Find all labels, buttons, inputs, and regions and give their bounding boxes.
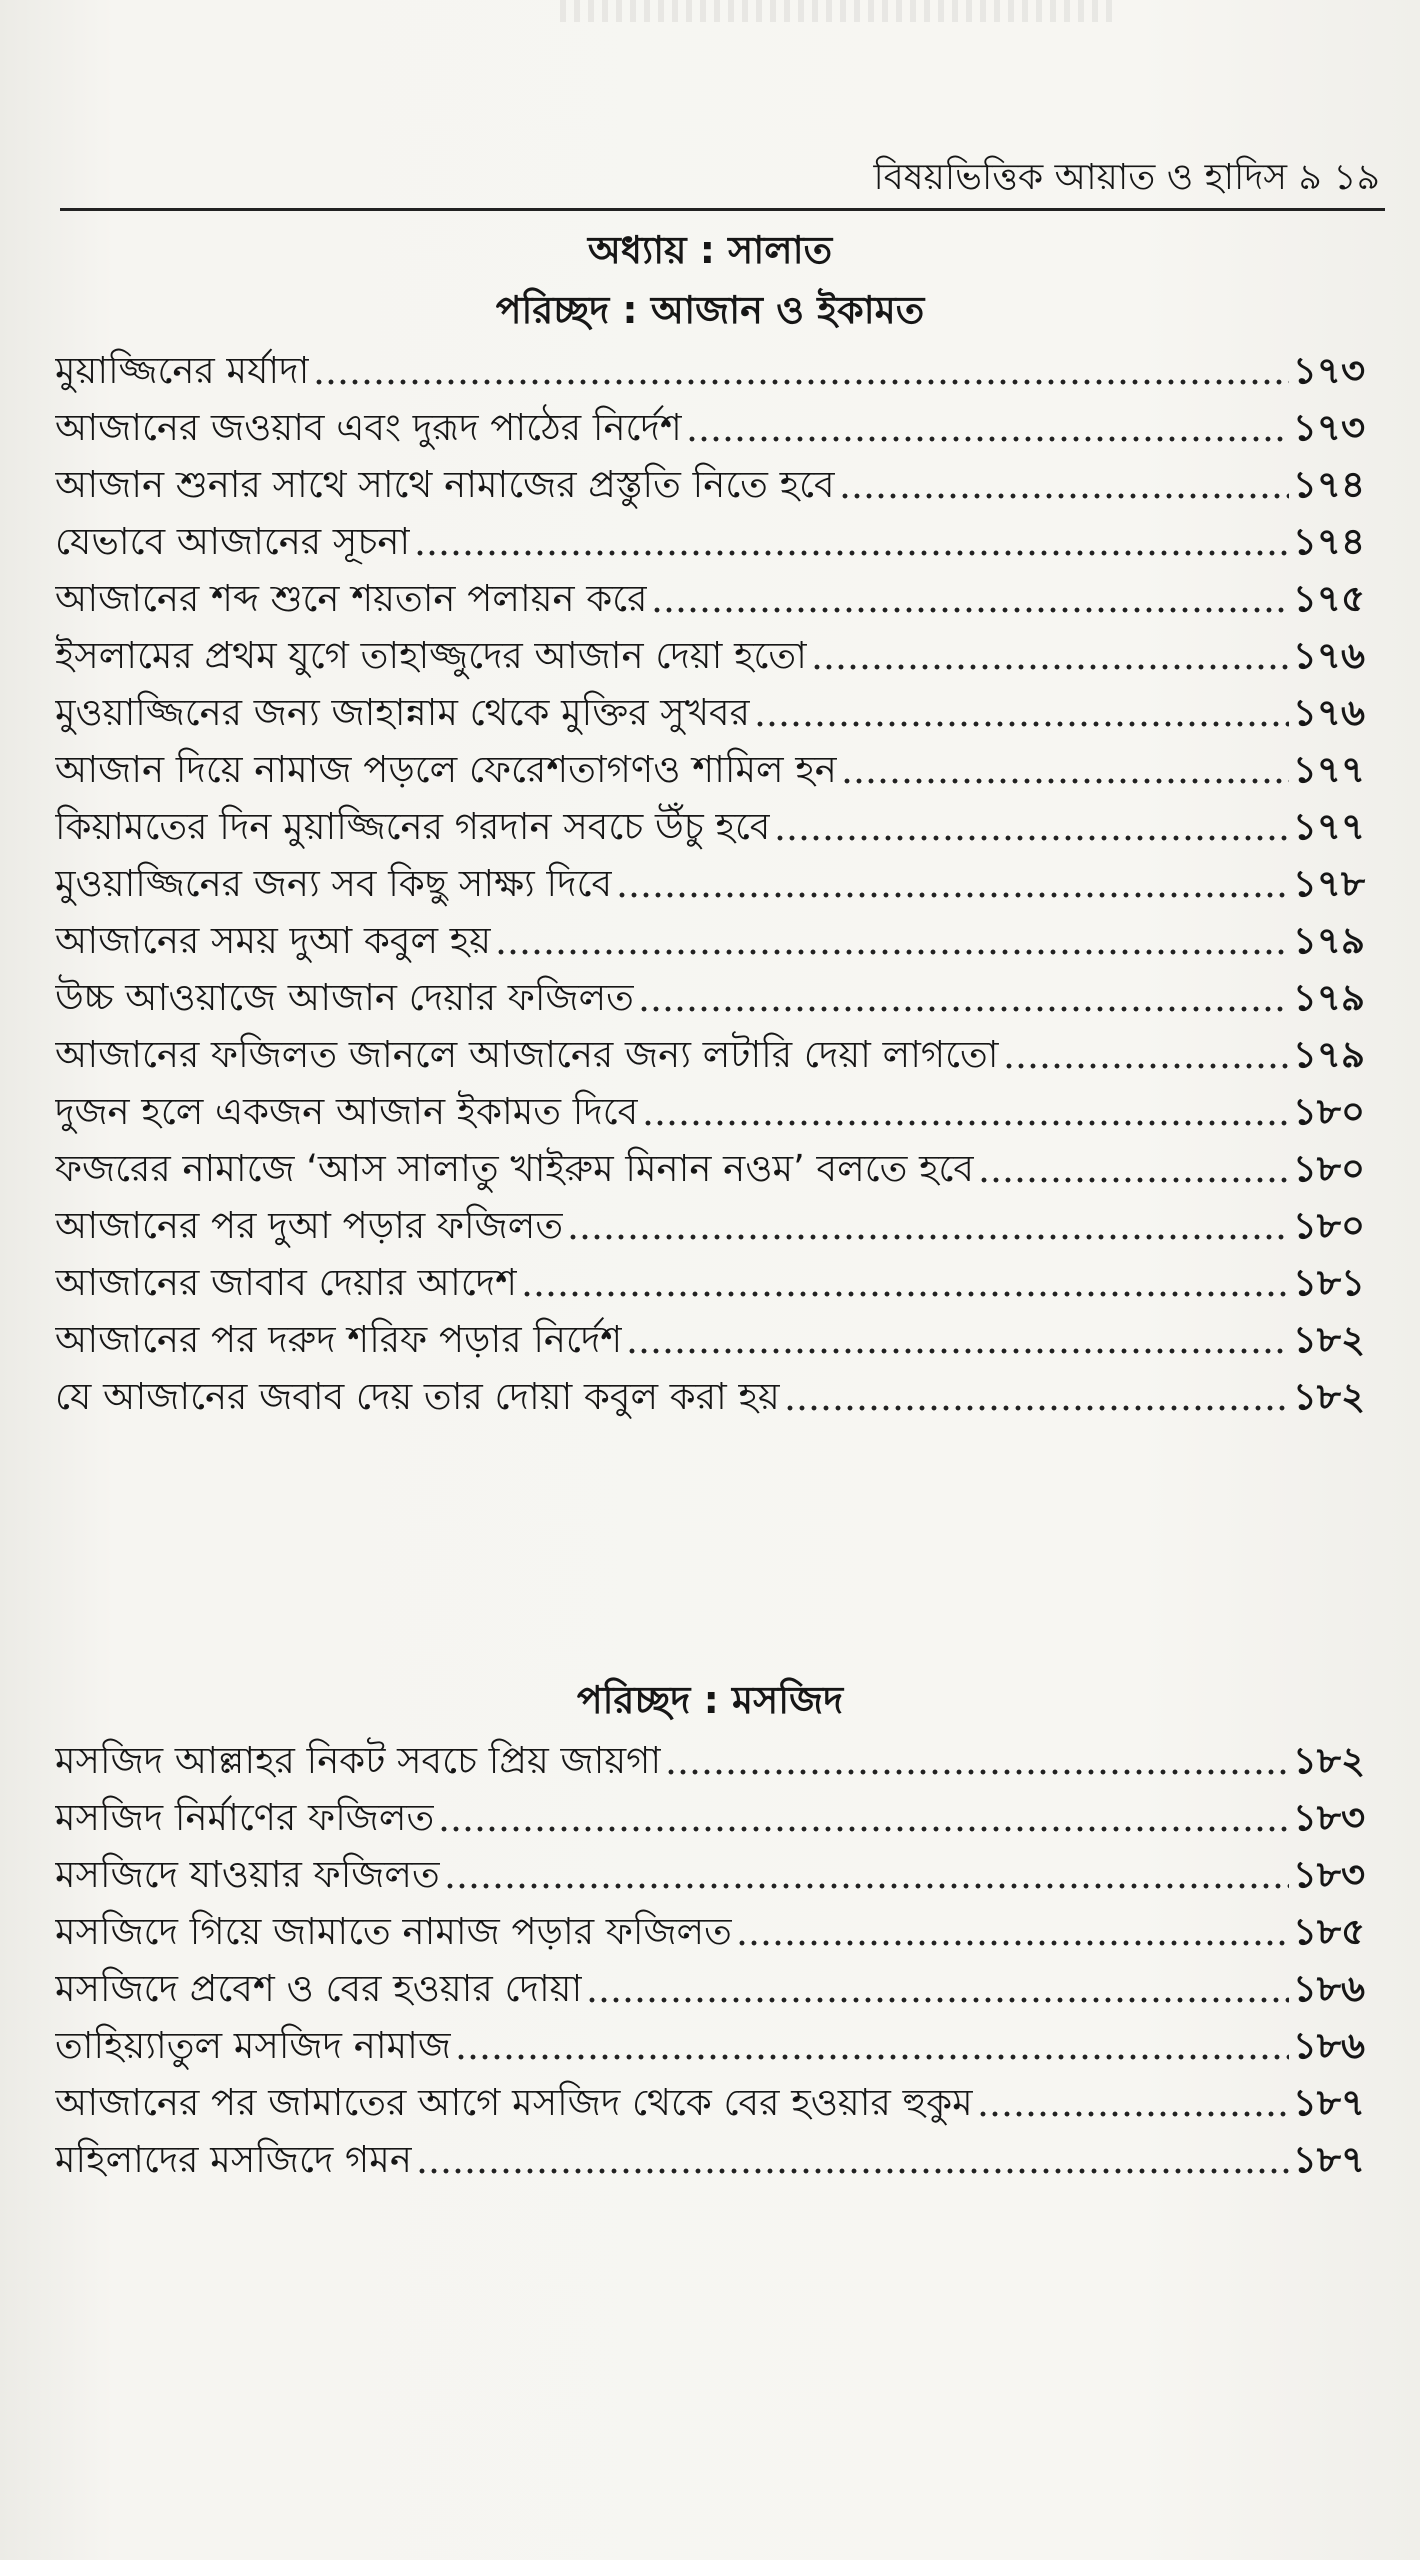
toc-entry-page: ১৮০ (1292, 1204, 1365, 1247)
toc-entry-title: আজানের পর জামাতের আগে মসজিদ থেকে বের হওয়ার হুকুম (55, 2081, 973, 2124)
leader-dots (811, 664, 1289, 670)
toc-entry-page: ১৮০ (1292, 1090, 1365, 1133)
toc-entry[interactable] (55, 340, 1365, 397)
bleed-through-text (560, 0, 1120, 22)
toc-entry[interactable] (55, 910, 1365, 967)
toc-entry-title: মুয়াজ্জিনের মর্যাদা (55, 349, 310, 392)
toc-list-masjid (55, 1730, 1365, 2186)
leader-dots (495, 949, 1289, 955)
leader-dots (754, 721, 1289, 727)
toc-entry[interactable] (55, 853, 1365, 910)
toc-entry[interactable] (55, 796, 1365, 853)
leader-dots (521, 1291, 1289, 1297)
toc-entry-title: যেভাবে আজানের সূচনা (55, 520, 411, 563)
toc-entry[interactable] (55, 1309, 1365, 1366)
toc-entry-title: আজান দিয়ে নামাজ পড়লে ফেরেশতাগণও শামিল হন (55, 748, 837, 791)
toc-entry-title: ইসলামের প্রথম যুগে তাহাজ্জুদের আজান দেয়া হতো (55, 634, 807, 677)
section-title-azan: পরিচ্ছদ : আজান ও ইকামত (495, 288, 925, 332)
leader-dots (586, 1997, 1289, 2003)
toc-entry[interactable] (55, 2129, 1365, 2186)
toc-entry-title: মসজিদে গিয়ে জামাতে নামাজ পড়ার ফজিলত (55, 1910, 732, 1953)
leader-dots (839, 493, 1289, 499)
toc-entry-title: আজানের পর দরুদ শরিফ পড়ার নির্দেশ (55, 1318, 623, 1361)
toc-entry-title: মুওয়াজ্জিনের জন্য জাহান্নাম থেকে মুক্তির সুখবর (55, 691, 750, 734)
toc-entry-page: ১৮৩ (1292, 1796, 1365, 1839)
toc-entry[interactable] (55, 1081, 1365, 1138)
toc-entry[interactable] (55, 2072, 1365, 2129)
leader-dots (414, 550, 1289, 556)
toc-entry-page: ১৭৪ (1292, 520, 1365, 563)
leader-dots (736, 1940, 1289, 1946)
toc-entry[interactable] (55, 397, 1365, 454)
toc-list-azan (55, 340, 1365, 1423)
toc-entry-page: ১৮৩ (1292, 1853, 1365, 1896)
toc-entry-page: ১৮৭ (1292, 2138, 1365, 2181)
leader-dots (313, 379, 1289, 385)
toc-entry-page: ১৭৮ (1292, 862, 1365, 905)
toc-entry-title: তাহিয়্যাতুল মসজিদ নামাজ (55, 2024, 451, 2067)
toc-entry[interactable] (55, 739, 1365, 796)
toc-entry[interactable] (55, 1958, 1365, 2015)
leader-dots (642, 1120, 1289, 1126)
toc-entry-title: উচ্চ আওয়াজে আজান দেয়ার ফজিলত (55, 976, 634, 1019)
section-title-masjid: পরিচ্ছদ : মসজিদ (576, 1678, 844, 1722)
toc-entry-page: ১৮২ (1292, 1375, 1365, 1418)
chapter-title: অধ্যায় : সালাত (587, 228, 833, 272)
toc-entry-title: মহিলাদের মসজিদে গমন (55, 2138, 412, 2181)
toc-entry-page: ১৭৯ (1292, 1033, 1365, 1076)
toc-entry-page: ১৭৫ (1292, 577, 1365, 620)
toc-entry-title: দুজন হলে একজন আজান ইকামত দিবে (55, 1090, 639, 1133)
toc-entry-title: আজানের সময় দুআ কবুল হয় (55, 919, 492, 962)
leader-dots (455, 2054, 1289, 2060)
toc-entry-title: আজানের জাবাব দেয়ার আদেশ (55, 1261, 518, 1304)
toc-entry[interactable] (55, 1138, 1365, 1195)
toc-entry-page: ১৮২ (1292, 1318, 1365, 1361)
leader-dots (665, 1769, 1289, 1775)
toc-entry[interactable] (55, 1252, 1365, 1309)
toc-entry[interactable] (55, 2015, 1365, 2072)
leader-dots (1003, 1063, 1289, 1069)
toc-entry-page: ১৭৯ (1292, 919, 1365, 962)
toc-entry-page: ১৮৫ (1292, 1910, 1365, 1953)
leader-dots (567, 1234, 1289, 1240)
toc-entry-page: ১৮১ (1292, 1261, 1365, 1304)
toc-entry-title: আজানের জওয়াব এবং দুরূদ পাঠের নির্দেশ (55, 406, 682, 449)
leader-dots (616, 892, 1289, 898)
toc-entry-title: কিয়ামতের দিন মুয়াজ্জিনের গরদান সবচে উঁচু হবে (55, 805, 771, 848)
toc-entry-page: ১৮০ (1292, 1147, 1365, 1190)
toc-entry[interactable] (55, 682, 1365, 739)
toc-entry-title: আজান শুনার সাথে সাথে নামাজের প্রস্তুতি নিতে হবে (55, 463, 835, 506)
toc-entry-page: ১৭৩ (1292, 349, 1365, 392)
toc-entry-title: মসজিদ আল্লাহর নিকট সবচে প্রিয় জায়গা (55, 1739, 662, 1782)
leader-dots (841, 778, 1289, 784)
toc-entry-page: ১৭৬ (1292, 634, 1365, 677)
toc-entry-title: মুওয়াজ্জিনের জন্য সব কিছু সাক্ষ্য দিবে (55, 862, 613, 905)
toc-entry[interactable] (55, 625, 1365, 682)
toc-entry-title: ফজরের নামাজে ‘আস সালাতু খাইরুম মিনান নওম’ বলতে হবে (55, 1147, 975, 1190)
toc-entry-page: ১৮৬ (1292, 1967, 1365, 2010)
toc-entry-page: ১৮৭ (1292, 2081, 1365, 2124)
header-rule (60, 208, 1385, 211)
toc-entry[interactable] (55, 1195, 1365, 1252)
leader-dots (784, 1405, 1289, 1411)
leader-dots (686, 436, 1289, 442)
leader-dots (977, 2111, 1289, 2117)
toc-entry-title: মসজিদে প্রবেশ ও বের হওয়ার দোয়া (55, 1967, 583, 2010)
toc-entry[interactable] (55, 1730, 1365, 1787)
toc-entry-title: মসজিদ নির্মাণের ফজিলত (55, 1796, 435, 1839)
toc-entry[interactable] (55, 1787, 1365, 1844)
leader-dots (978, 1177, 1289, 1183)
leader-dots (626, 1348, 1289, 1354)
toc-entry[interactable] (55, 1901, 1365, 1958)
leader-dots (416, 2168, 1289, 2174)
toc-entry-page: ১৭৬ (1292, 691, 1365, 734)
leader-dots (444, 1883, 1289, 1889)
toc-entry-page: ১৭৩ (1292, 406, 1365, 449)
toc-entry[interactable] (55, 511, 1365, 568)
leader-dots (651, 607, 1288, 613)
toc-entry-title: আজানের ফজিলত জানলে আজানের জন্য লটারি দেয়া লাগতো (55, 1033, 999, 1076)
toc-entry-page: ১৭৭ (1292, 805, 1365, 848)
toc-entry-page: ১৭৯ (1292, 976, 1365, 1019)
leader-dots (638, 1006, 1289, 1012)
toc-entry[interactable] (55, 568, 1365, 625)
leader-dots (438, 1826, 1289, 1832)
toc-entry[interactable] (55, 1366, 1365, 1423)
running-header: বিষয়ভিত্তিক আয়াত ও হাদিস ৯ ১৯ (873, 157, 1380, 198)
toc-entry-page: ১৮৬ (1292, 2024, 1365, 2067)
toc-entry-title: আজানের শব্দ শুনে শয়তান পলায়ন করে (55, 577, 648, 620)
toc-entry-page: ১৮২ (1292, 1739, 1365, 1782)
toc-entry[interactable] (55, 967, 1365, 1024)
toc-entry[interactable] (55, 1844, 1365, 1901)
toc-entry-title: মসজিদে যাওয়ার ফজিলত (55, 1853, 440, 1896)
toc-entry[interactable] (55, 454, 1365, 511)
leader-dots (774, 835, 1288, 841)
toc-entry-page: ১৭৭ (1292, 748, 1365, 791)
toc-entry-page: ১৭৪ (1292, 463, 1365, 506)
toc-entry-title: আজানের পর দুআ পড়ার ফজিলত (55, 1204, 564, 1247)
toc-entry-title: যে আজানের জবাব দেয় তার দোয়া কবুল করা হয় (55, 1375, 780, 1418)
toc-entry[interactable] (55, 1024, 1365, 1081)
